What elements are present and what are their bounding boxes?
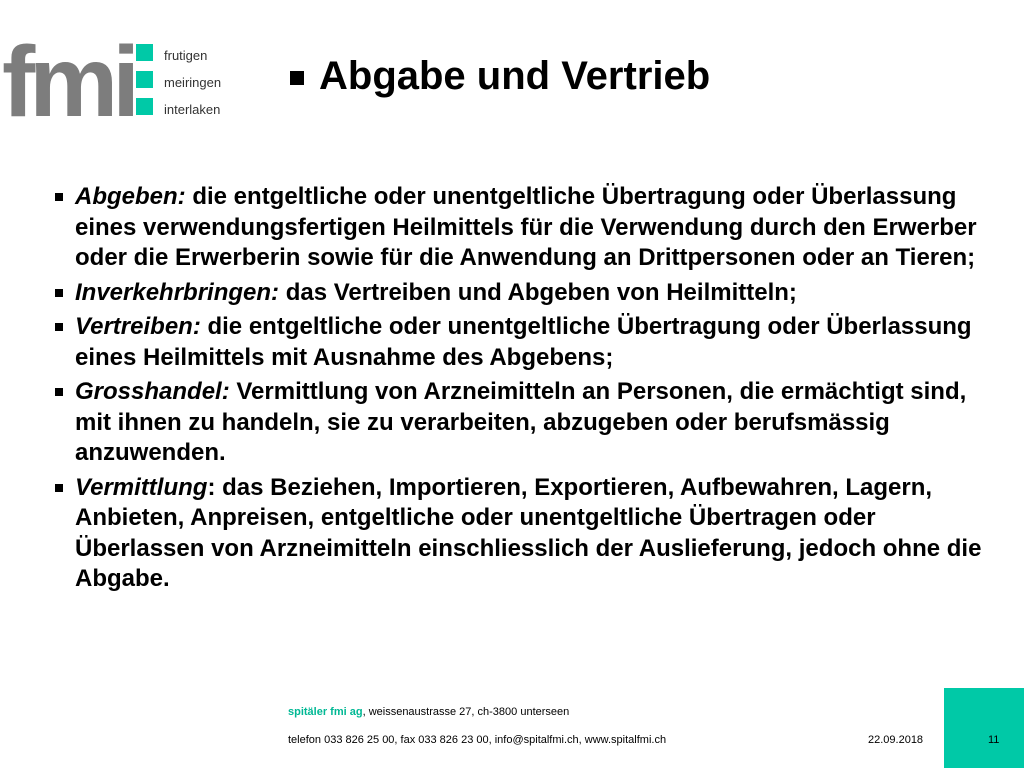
footer-company: spitäler fmi ag	[288, 706, 363, 718]
footer-address	[288, 706, 569, 718]
logo-squares	[136, 42, 154, 122]
item-text: die entgeltliche oder unentgeltliche Übertragung oder Überlassung eines verwendungsfertigen Heilmittels für die Verwendung durch den Erwerber oder die Erwerberin sowie für die Anwendung an Drittpersonen oder an Tieren;	[75, 183, 977, 271]
logo-word-meiringen: meiringen	[164, 75, 222, 90]
list-item	[55, 278, 990, 309]
slide-title	[290, 46, 710, 106]
logo-square-3	[136, 98, 153, 115]
footer-address-text: , weissenaustrasse 27, ch-3800 unterseen	[362, 706, 570, 718]
bullet-icon	[55, 388, 63, 396]
page-number: 11	[988, 734, 1000, 746]
logo-mark: fmi	[2, 26, 134, 138]
item-term: Vertreiben:	[75, 313, 201, 340]
logo-word-frutigen: frutigen	[164, 48, 208, 63]
logo-words	[164, 42, 221, 123]
item-term: Inverkehrbringen:	[75, 278, 280, 306]
item-text: das Vertreiben und Abgeben von Heilmitteln;	[279, 278, 797, 306]
bullet-icon	[55, 193, 63, 201]
title-bullet-icon	[290, 71, 304, 85]
definition-list	[55, 182, 990, 599]
list-item	[55, 312, 990, 373]
slide-title-text: Abgabe und Vertrieb	[319, 54, 711, 98]
logo-square-2	[136, 71, 153, 88]
logo-square-1	[136, 44, 153, 61]
footer-contact: telefon 033 826 25 00, fax 033 826 23 00, info@spitalfmi.ch, www.spitalfmi.ch	[288, 734, 667, 746]
list-item	[55, 473, 990, 595]
footer-date: 22.09.2018	[868, 734, 924, 746]
item-text: die entgeltliche oder unentgeltliche Übertragung oder Überlassung eines Heilmittels mit Ausnahme des Abgebens;	[75, 313, 972, 371]
bullet-icon	[55, 323, 63, 331]
item-text: Vermittlung von Arzneimitteln an Personen, die ermächtigt sind, mit ihnen zu handeln, sie zu verarbeiten, abzugeben oder berufsmässig anzuwenden.	[75, 378, 967, 466]
item-text: : das Beziehen, Importieren, Exportieren, Aufbewahren, Lagern, Anbieten, Anpreisen, entgeltliche oder unentgeltliche Übertragen oder Überlassen von Arzneimitteln einschliesslich der Auslieferung, jedoch ohne die Abgabe.	[75, 473, 982, 592]
item-term: Grosshandel:	[75, 378, 230, 405]
list-item	[55, 182, 990, 274]
logo-word-interlaken: interlaken	[164, 102, 221, 117]
list-item	[55, 377, 990, 469]
item-term: Vermittlung	[75, 473, 208, 501]
footer-accent-block	[944, 688, 1024, 768]
fmi-logo	[0, 26, 240, 138]
bullet-icon	[55, 484, 63, 492]
item-term: Abgeben:	[75, 183, 186, 210]
bullet-icon	[55, 289, 63, 297]
